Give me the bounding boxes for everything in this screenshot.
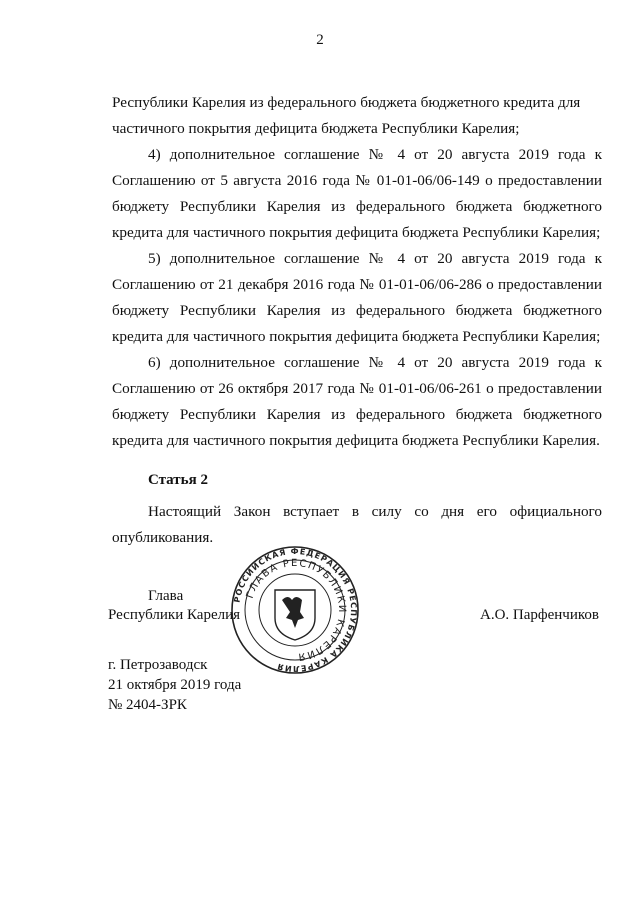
signature-name: А.О. Парфенчиков <box>480 607 599 623</box>
signature-org: Республики Карелия <box>108 607 241 623</box>
seal-inner-text: ГЛАВА РЕСПУБЛИКИ КАРЕЛИЯ <box>244 557 348 663</box>
document-number: № 2404-ЗРК <box>108 697 187 713</box>
coat-of-arms-icon <box>275 590 315 640</box>
list-paragraph-6: 6) дополнительное соглашение № 4 от 20 августа 2019 года к Соглашению от 26 октября 2017 года № 01-01-06/06-261 о предоставлении бюджету Республики Карелия из федерального бюджета бюджетного кредита для частичного покрытия дефицита бюджета Республики Карелия. <box>112 354 602 449</box>
article-text: Настоящий Закон вступает в силу со дня его официального опубликования. <box>112 503 602 546</box>
page-number: 2 <box>316 32 324 48</box>
list-paragraph-5: 5) дополнительное соглашение № 4 от 20 августа 2019 года к Соглашению от 21 декабря 2016 года № 01-01-06/06-286 о предоставлении бюджету Республики Карелия из федерального бюджета бюджетного кредита для частичного покрытия дефицита бюджета Республики Карелия; <box>112 250 602 345</box>
list-paragraph-continued: Республики Карелия из федерального бюджета бюджетного кредита для частичного покрытия дефицита бюджета Республики Карелия; <box>112 94 581 137</box>
place-block <box>108 655 241 715</box>
place-city: г. Петрозаводск <box>108 657 208 673</box>
list-section <box>112 90 602 454</box>
place-date: 21 октября 2019 года <box>108 677 242 693</box>
signature-title: Глава <box>148 588 184 604</box>
seal-outer-text: РОССИЙСКАЯ ФЕДЕРАЦИЯ РЕСПУБЛИКА КАРЕЛИЯ <box>232 546 359 674</box>
official-seal <box>230 545 360 675</box>
article-heading: Статья 2 <box>148 472 208 488</box>
list-paragraph-4: 4) дополнительное соглашение № 4 от 20 августа 2019 года к Соглашению от 5 августа 2016 года № 01-01-06/06-149 о предоставлении бюджету Республики Карелия из федерального бюджета бюджетного кредита для частичного покрытия дефицита бюджета Республики Карелия; <box>112 146 602 241</box>
